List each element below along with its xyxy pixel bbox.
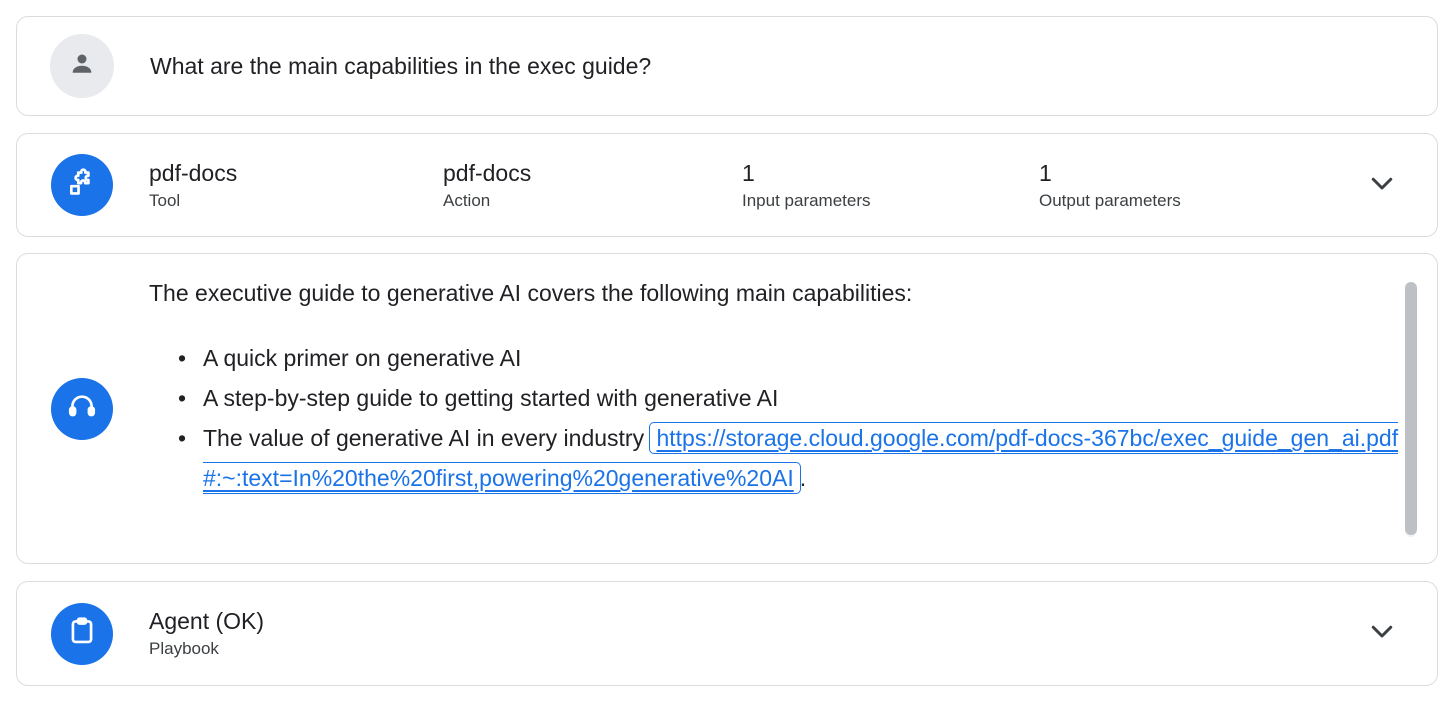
playbook-card[interactable] bbox=[16, 581, 1438, 686]
output-parameters-count: 1 bbox=[1039, 159, 1052, 186]
list-item bbox=[203, 338, 1413, 378]
tool-column-output-parameters bbox=[1039, 159, 1336, 212]
tool-column-tool bbox=[149, 159, 443, 212]
tool-name-value: pdf-docs bbox=[149, 159, 238, 186]
tool-name-label: Tool bbox=[149, 190, 181, 210]
user-avatar bbox=[50, 34, 114, 98]
input-parameters-count: 1 bbox=[742, 159, 755, 186]
clipboard-icon bbox=[66, 615, 98, 652]
tool-summary-columns bbox=[149, 159, 1365, 212]
answer-scrollbar[interactable] bbox=[1405, 282, 1417, 537]
answer-scrollbar-thumb[interactable] bbox=[1405, 282, 1417, 535]
person-icon bbox=[67, 49, 97, 84]
tool-card-expand-button[interactable] bbox=[1365, 168, 1399, 202]
tool-avatar bbox=[51, 154, 113, 216]
trailing-period: . bbox=[799, 465, 807, 491]
puzzle-piece-icon bbox=[66, 167, 98, 204]
agent-answer-card bbox=[16, 253, 1438, 564]
list-item bbox=[203, 418, 1413, 498]
playbook-card-expand-button[interactable] bbox=[1365, 617, 1399, 651]
headset-icon bbox=[66, 390, 98, 427]
answer-intro-text: The executive guide to generative AI covers the following main capabilities: bbox=[149, 280, 913, 306]
citation-link[interactable]: https://storage.cloud.google.com/pdf-docs-367bc/exec_guide_gen_ai.pdf#:~:text=In%20the%20first,powering%20generative%20AI bbox=[203, 425, 1399, 491]
tool-column-action bbox=[443, 159, 742, 212]
user-message-card bbox=[16, 16, 1438, 116]
input-parameters-label: Input parameters bbox=[742, 190, 871, 210]
answer-bullet-list bbox=[149, 338, 1413, 498]
agent-answer-body bbox=[149, 278, 1437, 498]
tool-column-input-parameters bbox=[742, 159, 1039, 212]
bullet-text-3: The value of generative AI in every industry bbox=[203, 425, 645, 451]
tool-invocation-card[interactable] bbox=[16, 133, 1438, 237]
bullet-text-2: A step-by-step guide to getting started with generative AI bbox=[203, 385, 779, 411]
list-item bbox=[203, 378, 1413, 418]
user-message-text: What are the main capabilities in the exec guide? bbox=[150, 53, 652, 79]
tool-action-value: pdf-docs bbox=[443, 159, 532, 186]
output-parameters-label: Output parameters bbox=[1039, 190, 1181, 210]
playbook-avatar bbox=[51, 603, 113, 665]
chevron-down-icon bbox=[1367, 168, 1397, 203]
chevron-down-icon bbox=[1367, 616, 1397, 651]
playbook-title: Agent (OK) bbox=[149, 608, 265, 634]
playbook-text bbox=[149, 607, 1365, 660]
playbook-subtitle: Playbook bbox=[149, 639, 219, 658]
agent-avatar bbox=[51, 378, 113, 440]
bullet-text-1: A quick primer on generative AI bbox=[203, 345, 522, 371]
agent-avatar-wrap bbox=[51, 254, 113, 563]
tool-action-label: Action bbox=[443, 190, 491, 210]
